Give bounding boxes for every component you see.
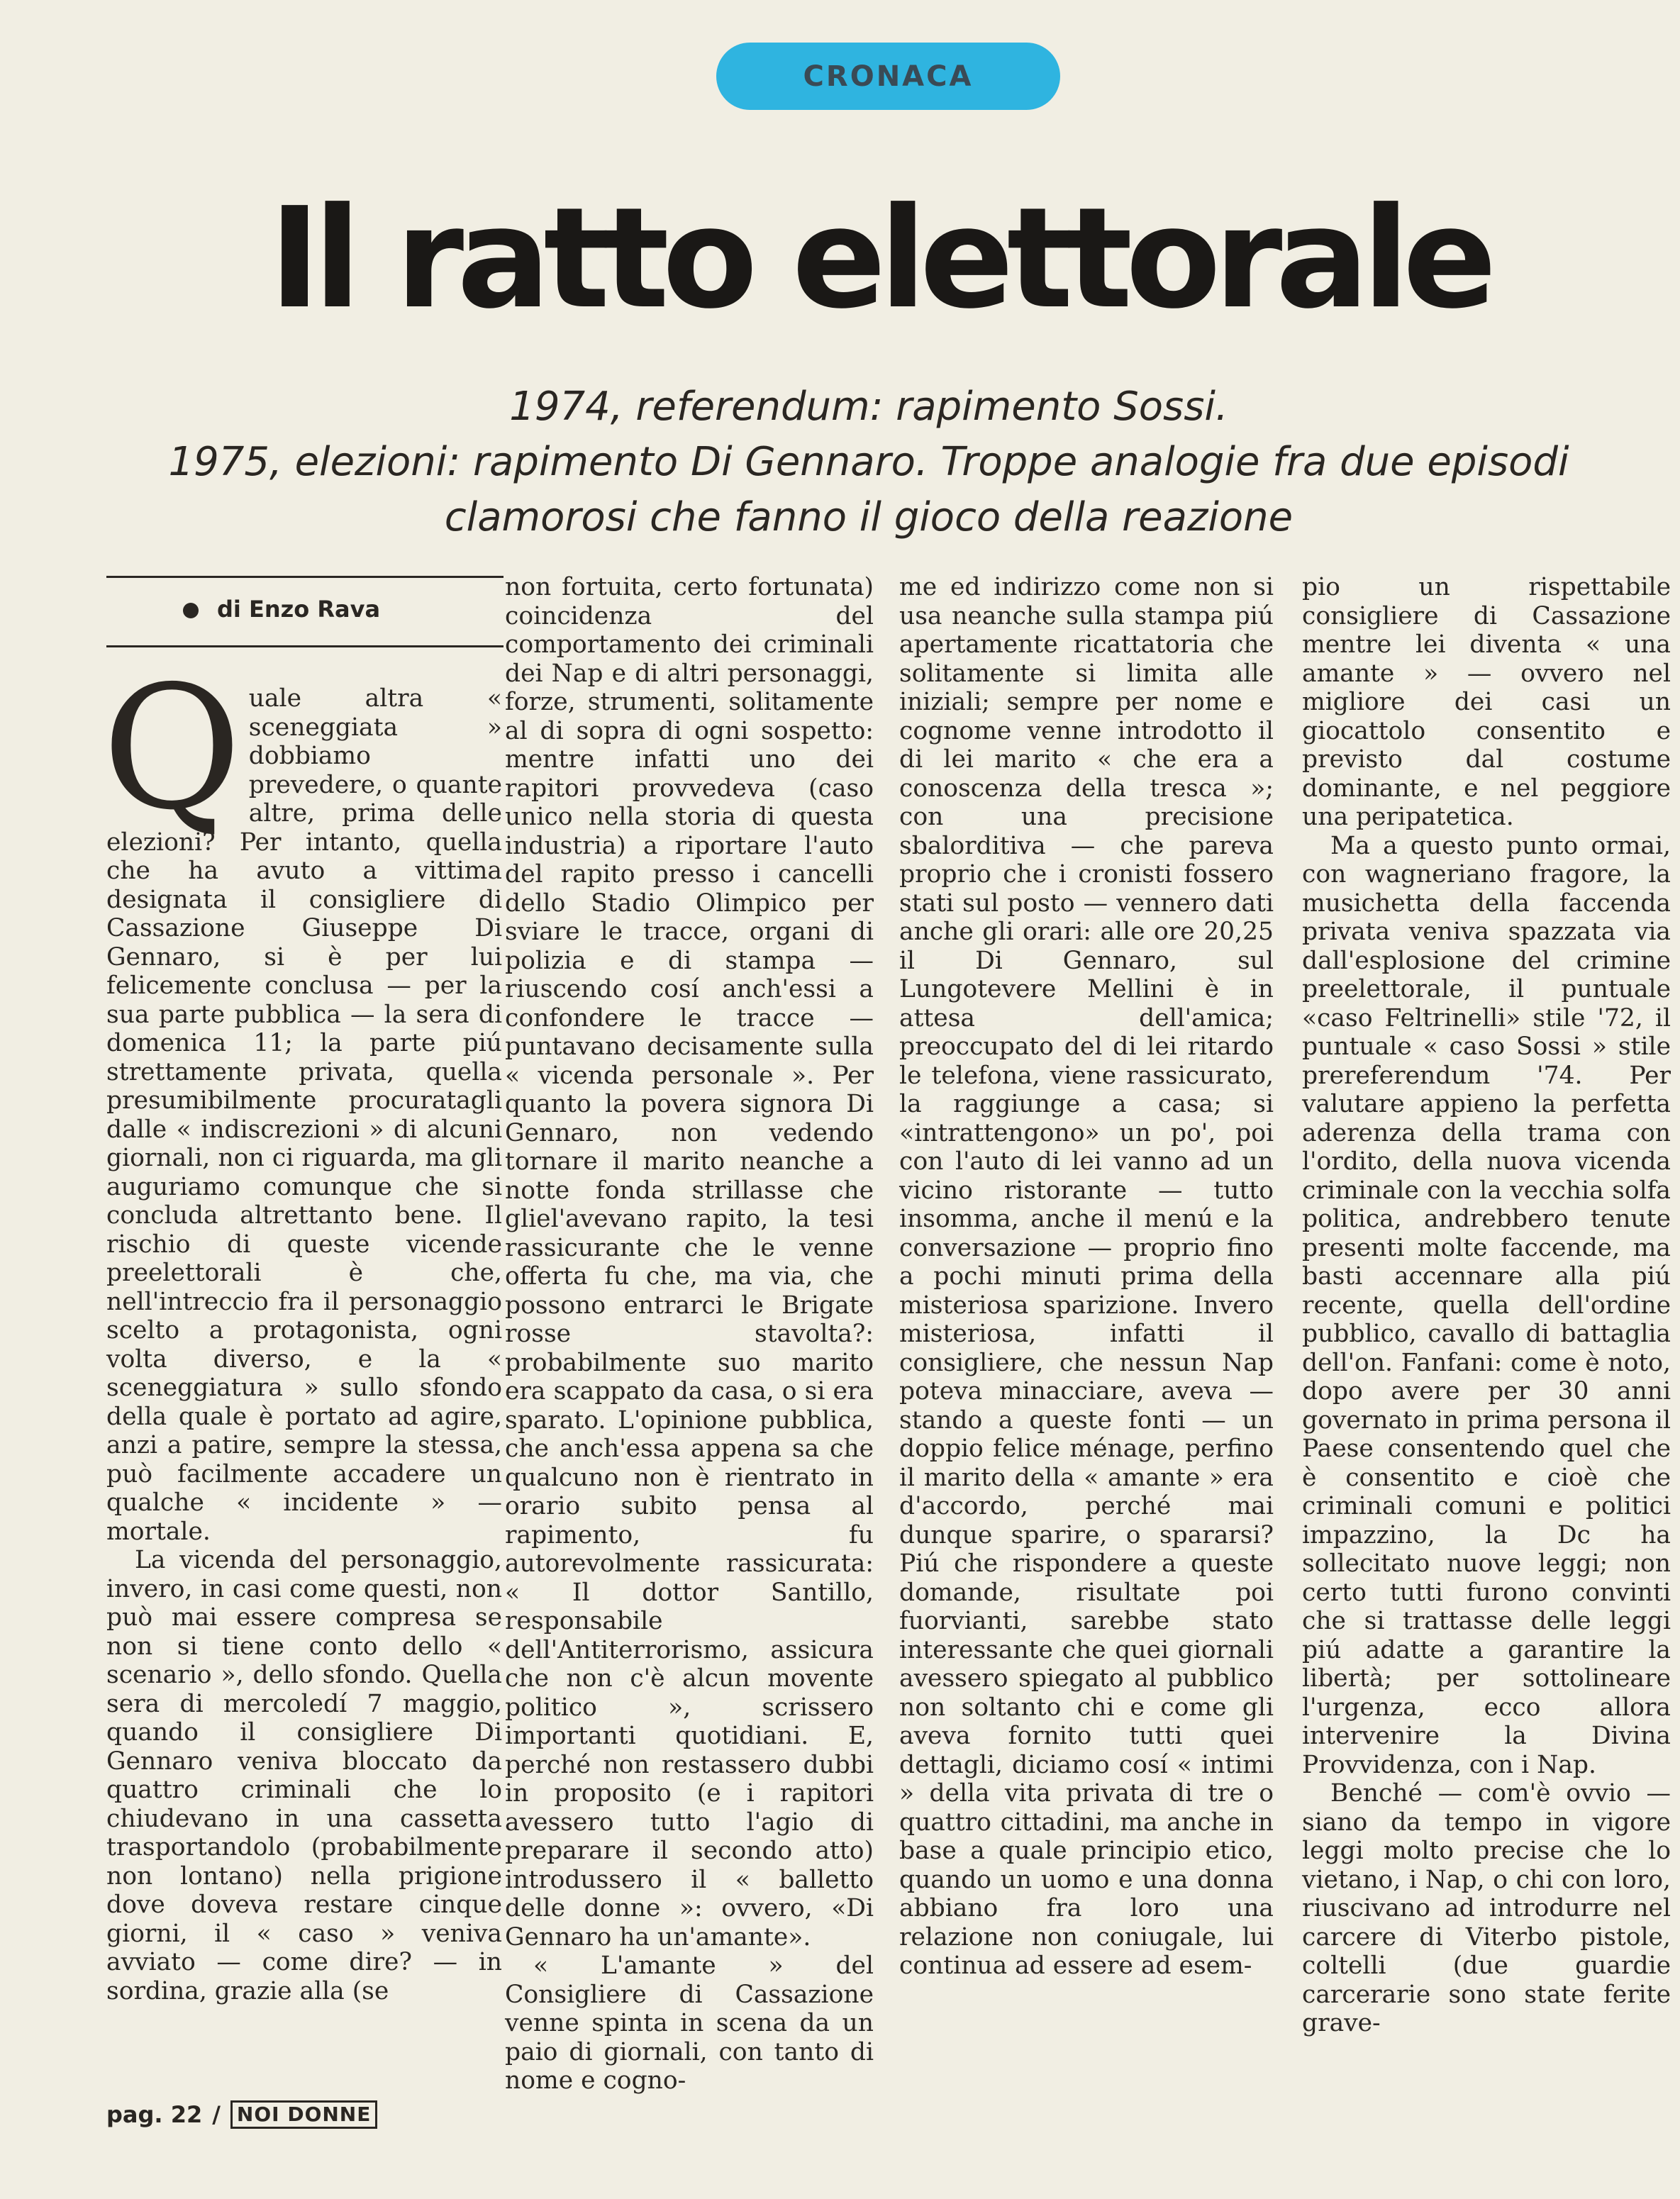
page-footer (106, 2099, 377, 2130)
paragraph: Benché — com'è ovvio — siano da tempo in vigore leggi molto precise che lo vietano, i Nap, o chi con loro, riuscivano ad introdurre nel carcere di Viterbo pistole, coltelli (due guardie carcerarie sono state ferite grave- (1302, 1779, 1671, 2037)
subhead-line-3: clamorosi che fanno il gioco della reazione (444, 494, 1294, 540)
article-column-2 (505, 573, 874, 2095)
paragraph: pio un rispettabile consigliere di Cassazione mentre lei diventa « una amante » — ovvero nel migliore dei casi un giocattolo consentito e previsto dal costume dominante, e nel peggiore una peripatetica. (1302, 573, 1671, 831)
article-column-3 (899, 573, 1274, 1981)
byline-rule-top (106, 576, 504, 578)
paragraph: non fortuita, certo fortunata) coincidenza del comportamento dei criminali dei Nap e di altri personaggi, forze, strumenti, solitamente al di sopra di ogni sospetto: mentre infatti uno dei rapitori provvedeva (caso unico nella storia di questa industria) a riportare l'auto del rapito presso i cancelli dello Stadio Olimpico per sviare le tracce, organi di polizia e di stampa — riuscendo cosí anch'essi a confondere le tracce — puntavano decisamente sulla « vicenda personale ». Per quanto la povera signora Di Gennaro, non vedendo tornare il marito neanche a notte fonda strillasse che gliel'avevano rapito, la tesi rassicurante che le venne offerta fu che, ma via, che possono entrarci le Brigate rosse stavolta?: probabilmente suo marito era scappato da casa, o si era sparato. L'opinione pubblica, che anch'essa appena sa che qualcuno non è rientrato in orario subito pensa al rapimento, fu autorevolmente rassicurata: « Il dottor Santillo, responsabile dell'Antiterrorismo, assicura che non c'è alcun movente politico », scrissero importanti quotidiani. E, perché non restassero dubbi in proposito (e i rapitori avessero tutto l'agio di preparare il secondo atto) introdussero il « balletto delle donne »: ovvero, «Di Gennaro ha un'amante». (505, 573, 874, 1952)
page-number: pag. 22 (106, 2101, 203, 2128)
drop-cap: Q (102, 649, 242, 847)
byline-rule-bottom (106, 645, 504, 647)
section-tag: CRONACA (716, 43, 1060, 110)
subhead-line-2: 1975, elezioni: rapimento Di Gennaro. Troppe analogie fra due episodi (168, 439, 1569, 485)
headline: Il ratto elettorale (269, 178, 1490, 340)
paragraph: Ma a questo punto ormai, con wagneriano fragore, la musichetta della faccenda privata veniva spazzata via dall'esplosione del crimine preelettorale, il puntuale «caso Feltrinelli» stile '72, il puntuale « caso Sossi » stile prereferendum '74. Per valutare appieno la perfetta aderenza della trama con l'ordito, della nuova vicenda criminale con la vecchia solfa politica, andrebbero tenute presenti molte faccende, ma basti accennare alla piú recente, quella dell'ordine pubblico, cavallo di battaglia dell'on. Fanfani: come è noto, dopo avere per 30 anni governato in prima persona il Paese consentendo quel che è consentito e cioè che criminali comuni e politici impazzino, la Dc ha sollecitato nuove leggi; non certo tutti furono convinti che si trattasse delle leggi piú adatte a garantire la libertà; per sottolineare l'urgenza, ecco allora intervenire la Divina Provvidenza, con i Nap. (1302, 831, 1671, 1779)
bullet-icon (183, 603, 199, 618)
paragraph: Quale altra « sceneggiata » dobbiamo prevedere, o quante altre, prima delle elezioni? Per intanto, quella che ha avuto a vittima designata il consigliere di Cassazione Giuseppe Di Gennaro, si è per lui felicemente conclusa — per la sua parte pubblica — la sera di domenica 11; la parte piú strettamente privata, quella presumibilmente procuratagli dalle « indiscrezioni » di alcuni giornali, non ci riguarda, ma gli auguriamo comunque che si concluda altrettanto bene. Il rischio di queste vicende preelettorali è che, nell'intreccio fra il personaggio scelto a protagonista, ogni volta diverso, e la « sceneggiatura » sullo sfondo della quale è portato ad agire, anzi a patire, sempre la stessa, può facilmente accadere un qualche « incidente » — mortale. (102, 649, 502, 1546)
author-name: di Enzo Rava (217, 596, 381, 623)
magazine-logo: NOI DONNE (230, 2100, 377, 2129)
paragraph: « L'amante » del Consigliere di Cassazione venne spinta in scena da un paio di giornali, con tanto di nome e cogno- (505, 1952, 874, 2095)
paragraph: me ed indirizzo come non si usa neanche sulla stampa piú apertamente ricattatoria che solitamente si limita alle iniziali; sempre per nome e cognome venne introdotto il di lei marito « che era a conoscenza della tresca »; con una precisione sbalorditiva — che pareva proprio che i cronisti fossero stati sul posto — vennero dati anche gli orari: alle ore 20,25 il Di Gennaro, sul Lungotevere Mellini è in attesa dell'amica; preoccupato del di lei ritardo le telefona, viene rassicurato, la raggiunge a casa; si «intrattengono» un po', poi con l'auto di lei vanno ad un vicino ristorante — tutto insomma, anche il menú e la conversazione — proprio fino a pochi minuti prima della misteriosa sparizione. Invero misteriosa, infatti il consigliere, che nessun Nap poteva minacciare, aveva — stando a queste fonti — un doppio felice ménage, perfino il marito della « amante » era d'accordo, perché mai dunque sparire, o spararsi? Piú che rispondere a queste domande, risultate poi fuorvianti, sarebbe stato interessante che quei giornali avessero spiegato al pubblico non soltanto chi e come gli aveva fornito tutti quei dettagli, diciamo cosí « intimi » della vita privata di tre o quattro cittadini, ma anche in base a quale principio etico, quando un uomo e una donna abbiano fra loro una relazione non coniugale, lui continua ad essere ad esem- (899, 573, 1274, 1980)
subhead (106, 379, 1631, 545)
article-column-1 (102, 649, 502, 2005)
article-column-4 (1302, 573, 1671, 2038)
paragraph: La vicenda del personaggio, invero, in casi come questi, non può mai essere compresa se non si tiene conto dello « scenario », dello sfondo. Quella sera di mercoledí 7 maggio, quando il consigliere Di Gennaro veniva bloccato da quattro criminali che lo chiudevano in una cassetta trasportandolo (probabilmente non lontano) nella prigione dove doveva restare cinque giorni, il « caso » veniva avviato — come dire? — in sordina, grazie alla (se (106, 1546, 502, 2005)
byline (183, 596, 502, 623)
subhead-line-1: 1974, referendum: rapimento Sossi. (509, 384, 1228, 430)
footer-separator: / (212, 2101, 221, 2128)
